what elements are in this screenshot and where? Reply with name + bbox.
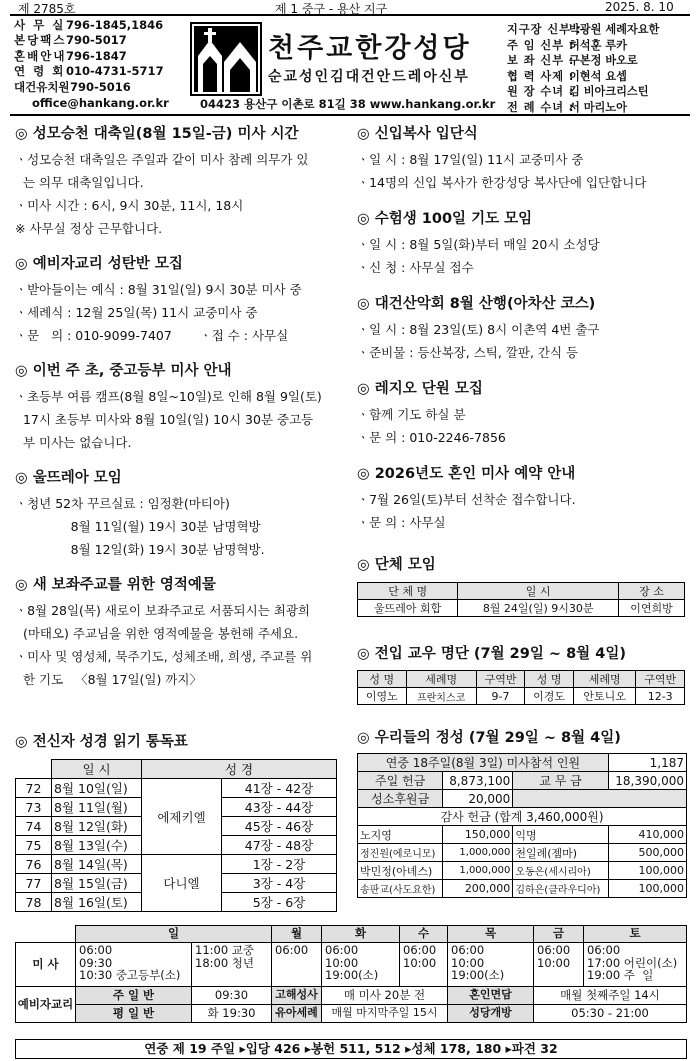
contact-label: 대건유치원 bbox=[14, 79, 70, 94]
transfer-header: 성 명 bbox=[525, 671, 574, 688]
mass-thu: 06:00 10:00 19:00(소) bbox=[448, 943, 534, 987]
bible-date: 8월 10일(일) bbox=[52, 779, 142, 798]
notice-section bbox=[357, 122, 692, 194]
contact-label: 연 령 회 bbox=[14, 64, 66, 79]
bible-date: 8월 13일(수) bbox=[52, 836, 142, 855]
notice-title: ◎ 레지오 단원 모집 bbox=[357, 381, 483, 397]
notice-section bbox=[357, 377, 692, 449]
notice-line: ㆍ신 청 : 사무실 접수 bbox=[357, 260, 474, 275]
bible-chapters: 3장 - 4장 bbox=[222, 874, 337, 893]
right-column bbox=[357, 122, 692, 547]
clergy-role: 협 력 사제 : bbox=[507, 69, 575, 83]
donor-name: 정진원(에로니모) bbox=[358, 844, 443, 862]
attendance-label: 연중 18주일(8월 3일) 미사참석 인원 bbox=[358, 754, 609, 772]
transfer-cell: 프란치스코 bbox=[406, 688, 476, 705]
clergy-row bbox=[507, 84, 659, 100]
notice-line: (마태오) 주교님을 위한 영적예물을 봉헌해 주세요. bbox=[15, 626, 299, 641]
bible-chapters: 41장 - 42장 bbox=[222, 779, 337, 798]
church-logo-icon bbox=[190, 22, 262, 96]
donor-amount: 1,000,000 bbox=[443, 862, 513, 880]
day-thu: 목 bbox=[448, 926, 534, 943]
notice-line: ㆍ초등부 여름 캠프(8월 8일~10일)로 인해 8월 9일(토) bbox=[15, 389, 322, 404]
transfer-cell: 12-3 bbox=[636, 688, 685, 705]
group-header-time: 일 시 bbox=[458, 583, 619, 600]
notice-line: 부 미사는 없습니다. bbox=[15, 435, 132, 450]
day-mon: 월 bbox=[272, 926, 322, 943]
transfer-cell: 이경도 bbox=[525, 688, 574, 705]
notice-title: ◎ 이번 주 초, 중고등부 미사 안내 bbox=[15, 363, 232, 379]
liturgy-footer: 연중 제 19 주일 ▸입당 426 ▸봉헌 511, 512 ▸성체 178, 180 ▸파견 32 bbox=[15, 1039, 687, 1059]
donor-amount: 100,000 bbox=[608, 880, 686, 898]
mass-sun-a: 06:00 09:30 10:30 중고등부(소) bbox=[76, 943, 192, 987]
clergy-row bbox=[507, 38, 659, 54]
notice-line: ㆍ8월 28일(목) 새로이 보좌주교로 서품되시는 최광희 bbox=[15, 603, 310, 618]
transfer-header: 성 명 bbox=[358, 671, 407, 688]
contact-row bbox=[14, 49, 164, 64]
clergy-name: 구본정 바오로 bbox=[569, 54, 638, 68]
cat-weekday-time: 화 19:30 bbox=[192, 1005, 272, 1023]
bible-date: 8월 12일(화) bbox=[52, 817, 142, 836]
clergy-role: 지구장 신부 : bbox=[507, 23, 582, 36]
confession-label: 고해성사 bbox=[272, 987, 322, 1005]
notice-line: ㆍ일 시 : 8월 23일(토) 8시 이촌역 4번 출구 bbox=[357, 322, 600, 337]
group-header-place: 장 소 bbox=[619, 583, 685, 600]
bible-chapters: 1장 - 2장 bbox=[222, 855, 337, 874]
contact-label: 본당팩스 bbox=[14, 33, 67, 48]
notice-line: ※ 사무실 정상 근무합니다. bbox=[15, 221, 163, 236]
bible-book: 에제키엘 bbox=[142, 779, 222, 855]
bible-chapters: 5장 - 6장 bbox=[222, 893, 337, 912]
notice-title: ◎ 대건산악회 8월 산행(아차산 코스) bbox=[357, 296, 596, 312]
infant-baptism-time: 매월 마지막주일 15시 bbox=[322, 1005, 448, 1023]
notice-section bbox=[15, 122, 350, 240]
notice-line: ㆍ문 의 : 010-2246-7856 bbox=[357, 430, 506, 445]
day-sun: 일 bbox=[76, 926, 272, 943]
day-sat: 토 bbox=[584, 926, 687, 943]
transfer-cell: 안토니오 bbox=[573, 688, 636, 705]
donor-name: 오동은(세시리아) bbox=[513, 862, 609, 880]
donor-name: 박민정(아녜스) bbox=[358, 862, 443, 880]
email: office@hankang.or.kr bbox=[32, 96, 169, 110]
attendance-value: 1,187 bbox=[608, 754, 686, 772]
bible-day-no: 73 bbox=[16, 798, 52, 817]
transfer-cell: 이영노 bbox=[358, 688, 407, 705]
clergy-role: 원 장 수녀 : bbox=[507, 85, 575, 99]
notice-section bbox=[15, 252, 350, 347]
mass-label: 미 사 bbox=[16, 943, 76, 987]
bible-day-no: 72 bbox=[16, 779, 52, 798]
clergy-name: 박광원 세례자요한 bbox=[569, 23, 660, 36]
clergy-name: 이현석 요셉 bbox=[569, 69, 627, 83]
marriage-time: 매월 첫째주일 14시 bbox=[534, 987, 687, 1005]
group-cell: 울뜨레아 회합 bbox=[358, 600, 458, 617]
masthead bbox=[10, 18, 690, 116]
contact-value: 796-1845,1846 bbox=[66, 18, 164, 32]
bible-chapters: 45장 - 46장 bbox=[222, 817, 337, 836]
clergy-role: 주 임 신부 : bbox=[507, 38, 575, 52]
notice-section bbox=[357, 462, 692, 534]
contact-info bbox=[14, 18, 164, 95]
transfer-header: 세례명 bbox=[406, 671, 476, 688]
group-header-name: 단 체 명 bbox=[358, 583, 458, 600]
bible-chapters: 43장 - 44장 bbox=[222, 798, 337, 817]
bible-header-book: 성 경 bbox=[142, 760, 337, 779]
clergy-role: 보 좌 신부 : bbox=[507, 54, 575, 68]
bible-row bbox=[16, 779, 337, 798]
notice-line: 8월 12일(화) 19시 30분 남명혁방. bbox=[15, 542, 265, 557]
transfer-header: 구역반 bbox=[476, 671, 525, 688]
notice-line: ㆍ문 의 : 사무실 bbox=[357, 515, 446, 530]
transfer-section bbox=[357, 642, 687, 705]
donor-name: 천일례(젬마) bbox=[513, 844, 609, 862]
cat-weekday-class: 평 일 반 bbox=[76, 1005, 192, 1023]
mass-fri: 06:00 10:00 bbox=[534, 943, 584, 987]
mass-tue: 06:00 10:00 19:00(소) bbox=[322, 943, 400, 987]
notice-line: 는 의무 대축일입니다. bbox=[15, 175, 144, 190]
donor-row bbox=[358, 880, 687, 898]
notice-section bbox=[357, 292, 692, 364]
contact-row bbox=[14, 18, 164, 33]
confession-time: 매 미사 20분 전 bbox=[322, 987, 448, 1005]
notice-title: ◎ 수험생 100일 기도 모임 bbox=[357, 211, 533, 227]
notice-line: ㆍ14명의 신입 복사가 한강성당 복사단에 입단합니다 bbox=[357, 175, 647, 190]
notice-line: 8월 11일(월) 19시 30분 남명혁방 bbox=[15, 519, 261, 534]
donor-name: 익명 bbox=[513, 826, 609, 844]
sunday-offering-value: 8,873,100 bbox=[443, 772, 513, 790]
clergy-row bbox=[507, 53, 659, 69]
church-address: 04423 용산구 이촌로 81길 38 www.hankang.or.kr bbox=[200, 97, 496, 111]
bible-day-no: 74 bbox=[16, 817, 52, 836]
contact-value: 790-5016 bbox=[70, 79, 131, 94]
contact-row bbox=[14, 64, 164, 79]
tithe-value: 18,390,000 bbox=[608, 772, 686, 790]
contact-row bbox=[14, 33, 164, 48]
notice-title: ◎ 성모승천 대축일(8월 15일-금) 미사 시간 bbox=[15, 126, 299, 142]
bible-row bbox=[16, 855, 337, 874]
top-bar bbox=[10, 0, 690, 16]
donor-amount: 410,000 bbox=[608, 826, 686, 844]
bible-day-no: 76 bbox=[16, 855, 52, 874]
transfer-title: ◎ 전입 교우 명단 (7월 29일 ~ 8월 4일) bbox=[357, 646, 626, 662]
donor-name: 노지영 bbox=[358, 826, 443, 844]
donor-amount: 100,000 bbox=[608, 862, 686, 880]
notice-line: ㆍ일 시 : 8월 17일(일) 11시 교중미사 중 bbox=[357, 152, 584, 167]
clergy-info bbox=[507, 22, 659, 116]
donor-amount: 200,000 bbox=[443, 880, 513, 898]
clergy-name: 서 마리노아 bbox=[569, 100, 627, 114]
contact-label: 혼배안내 bbox=[14, 48, 67, 63]
transfer-table bbox=[357, 670, 685, 705]
notice-title: ◎ 예비자교리 성탄반 모집 bbox=[15, 256, 183, 272]
donor-name: 송판교(사도요한) bbox=[358, 880, 443, 898]
notice-line: 한 기도 〈8월 17일(일) 까지〉 bbox=[15, 672, 202, 687]
bible-title: ◎ 전신자 성경 읽기 통독표 bbox=[15, 734, 188, 750]
mass-sat: 06:00 17:00 어린이(소) 19:00 주 일 bbox=[584, 943, 687, 987]
notice-line: 17시 초등부 미사와 8월 10일(일) 10시 30분 중고등 bbox=[15, 412, 314, 427]
mass-sun-b: 11:00 교중 18:00 청년 bbox=[192, 943, 272, 987]
offering-title: ◎ 우리들의 정성 (7월 29일 ~ 8월 4일) bbox=[357, 730, 621, 746]
bible-date: 8월 11일(월) bbox=[52, 798, 142, 817]
tithe-label: 교 무 금 bbox=[513, 772, 609, 790]
bible-book: 다니엘 bbox=[142, 855, 222, 912]
bible-day-no: 75 bbox=[16, 836, 52, 855]
donor-row bbox=[358, 826, 687, 844]
notice-line: ㆍ일 시 : 8월 5일(화)부터 매일 20시 소성당 bbox=[357, 237, 600, 252]
group-title: ◎ 단체 모임 bbox=[357, 557, 436, 573]
bible-date: 8월 14일(목) bbox=[52, 855, 142, 874]
notice-line: ㆍ함께 기도 하실 분 bbox=[357, 407, 466, 422]
open-hours-label: 성당개방 bbox=[448, 1005, 534, 1023]
day-tue: 화 bbox=[322, 926, 400, 943]
catechumen-label: 예비자교리 bbox=[16, 987, 76, 1023]
bible-day-no: 77 bbox=[16, 874, 52, 893]
contact-label: 사 무 실 bbox=[14, 18, 66, 32]
offering-table bbox=[357, 753, 687, 898]
cat-sunday-class: 주 일 반 bbox=[76, 987, 192, 1005]
bible-day-no: 78 bbox=[16, 893, 52, 912]
issue-number: 제 2785호 bbox=[18, 2, 76, 16]
issue-date: 2025. 8. 10 bbox=[605, 0, 674, 14]
notice-section bbox=[15, 359, 350, 454]
notice-line: ㆍ7월 26일(토)부터 선착순 접수합니다. bbox=[357, 492, 576, 507]
donor-row bbox=[358, 862, 687, 880]
bible-reading-section bbox=[15, 730, 337, 912]
transfer-header: 세례명 bbox=[573, 671, 636, 688]
offering-section bbox=[357, 726, 687, 898]
notice-section bbox=[15, 466, 350, 561]
group-cell: 8월 24일(일) 9시30분 bbox=[458, 600, 619, 617]
church-patron: 순교성인김대건안드레아신부 bbox=[268, 69, 470, 85]
notice-title: ◎ 울뜨레아 모임 bbox=[15, 470, 122, 486]
contact-row bbox=[14, 80, 164, 95]
open-hours-time: 05:30 - 21:00 bbox=[534, 1005, 687, 1023]
notice-section bbox=[15, 573, 350, 691]
donor-name: 김하은(클라우디아) bbox=[513, 880, 609, 898]
bible-date: 8월 15일(금) bbox=[52, 874, 142, 893]
notice-line: ㆍ청년 52차 꾸르실료 : 임정환(마티아) bbox=[15, 496, 230, 511]
donor-amount: 500,000 bbox=[608, 844, 686, 862]
donor-amount: 1,000,000 bbox=[443, 844, 513, 862]
notice-line: ㆍ세례식 : 12월 25일(목) 11시 교중미사 중 bbox=[15, 305, 258, 320]
notice-title: ◎ 신입복사 입단식 bbox=[357, 126, 478, 142]
contact-value: 790-5017 bbox=[66, 33, 127, 48]
notice-title: ◎ 2026년도 혼인 미사 예약 안내 bbox=[357, 466, 576, 482]
clergy-row bbox=[507, 100, 659, 116]
group-table bbox=[357, 582, 685, 617]
mass-schedule bbox=[15, 925, 687, 1023]
donor-amount: 150,000 bbox=[443, 826, 513, 844]
notice-section bbox=[357, 207, 692, 279]
clergy-name: 허석훈 루카 bbox=[569, 38, 627, 52]
cat-sunday-time: 09:30 bbox=[192, 987, 272, 1005]
mass-wed: 06:00 10:00 bbox=[400, 943, 448, 987]
group-cell: 이연희방 bbox=[619, 600, 685, 617]
clergy-name: 김 비아크리스틴 bbox=[569, 85, 649, 99]
notice-title: ◎ 새 보좌주교를 위한 영적예물 bbox=[15, 577, 216, 593]
notice-line: ㆍ문 의 : 010-9099-7407 ㆍ접 수 : 사무실 bbox=[15, 328, 289, 343]
vocation-label: 성소후원금 bbox=[358, 790, 443, 808]
vocation-value: 20,000 bbox=[443, 790, 513, 808]
day-fri: 금 bbox=[534, 926, 584, 943]
clergy-row bbox=[507, 69, 659, 85]
bible-table bbox=[15, 759, 337, 912]
contact-value: 796-1847 bbox=[66, 48, 127, 63]
bible-chapters: 47장 - 48장 bbox=[222, 836, 337, 855]
group-section bbox=[357, 553, 687, 617]
transfer-header: 구역반 bbox=[636, 671, 685, 688]
sunday-offering-label: 주일 헌금 bbox=[358, 772, 443, 790]
clergy-row bbox=[507, 22, 659, 38]
transfer-cell: 9-7 bbox=[476, 688, 525, 705]
notice-line: ㆍ미사 시간 : 6시, 9시 30분, 11시, 18시 bbox=[15, 198, 244, 213]
infant-baptism-label: 유아세례 bbox=[272, 1005, 322, 1023]
notice-line: ㆍ성모승천 대축일은 주일과 같이 미사 참례 의무가 있 bbox=[15, 152, 309, 167]
marriage-label: 혼인면담 bbox=[448, 987, 534, 1005]
church-name: 천주교한강성당 bbox=[268, 33, 472, 64]
contact-value: 010-4731-5717 bbox=[66, 64, 164, 79]
notice-line: ㆍ준비물 : 등산복장, 스틱, 깔판, 간식 등 bbox=[357, 345, 579, 360]
clergy-role: 전 례 수녀 : bbox=[507, 100, 575, 114]
day-wed: 수 bbox=[400, 926, 448, 943]
mass-mon: 06:00 bbox=[272, 943, 322, 987]
left-column bbox=[15, 122, 350, 703]
notice-line: ㆍ미사 및 영성체, 묵주기도, 성체조배, 희생, 주교를 위 bbox=[15, 649, 313, 664]
donor-row bbox=[358, 844, 687, 862]
bible-header-date: 일 시 bbox=[52, 760, 142, 779]
notice-line: ㆍ받아들이는 예식 : 8월 31일(일) 9시 30분 미사 중 bbox=[15, 282, 302, 297]
bible-date: 8월 16일(토) bbox=[52, 893, 142, 912]
district: 제 1 중구 - 용산 지구 bbox=[275, 2, 388, 16]
thanks-offering-label: 감사 헌금 (합계 3,460,000원) bbox=[358, 808, 687, 826]
